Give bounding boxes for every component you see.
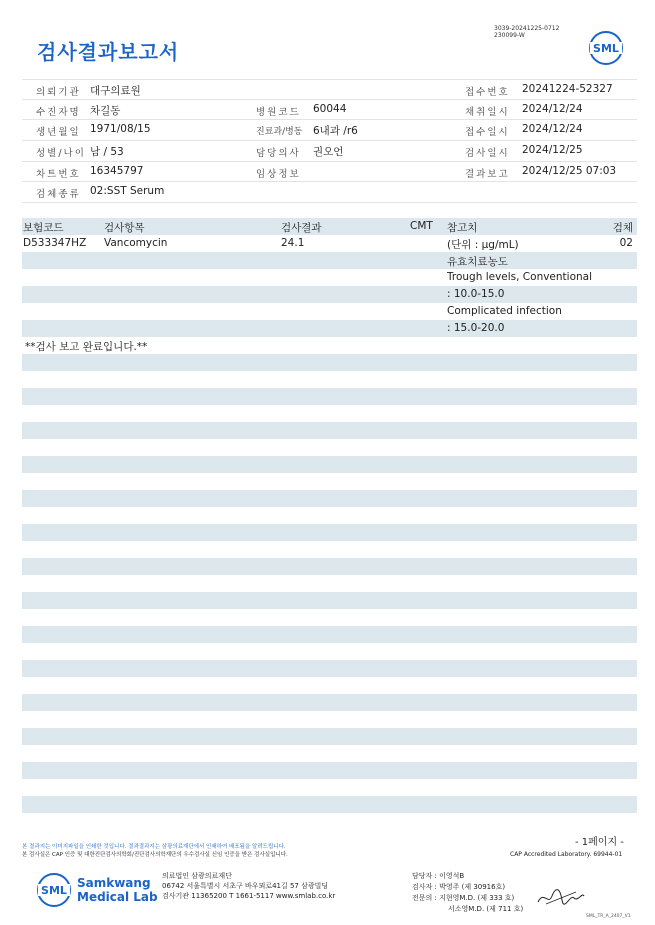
table-row: Complicated infection [447, 305, 562, 317]
doc-id: 3039-20241225-0712 230099-W [494, 25, 560, 39]
empty-row [22, 626, 637, 643]
results-table [22, 218, 637, 354]
info-row: 차트번호 16345797 임상정보 결과보고 2024/12/25 07:03 [22, 162, 637, 183]
receipt-number: 20241224-52327 [522, 83, 613, 95]
patient-info [22, 79, 637, 203]
patient-name: 차길동 [90, 104, 121, 117]
empty-row [22, 558, 637, 575]
specimen-code: 02 [619, 237, 633, 249]
empty-row [22, 694, 637, 711]
notice: 본 결과지는 이미지파일을 인쇄한 것입니다. 결과결과지는 삼광의료재단에서 인쇄하여 배포됨을 알려드립니다. [22, 844, 286, 850]
empty-row [22, 354, 637, 371]
reported-date: 2024/12/25 07:03 [522, 164, 617, 177]
info-row: 수진자명 차길동 병원코드 60044 채취일시 2024/12/24 [22, 100, 637, 121]
tested-date: 2024/12/25 [522, 144, 583, 157]
sml-logo-icon [588, 30, 624, 66]
ref-unit: (단위 : μg/mL) [447, 239, 519, 251]
end-note: **검사 보고 완료입니다.** [25, 341, 148, 353]
empty-row [22, 422, 637, 439]
table-header: 보험코드 검사항목 검사결과 CMT 참고치 검체 [22, 218, 637, 235]
page-number: - 1페이지 - [575, 837, 624, 848]
company-address: 의료법인 삼광의료재단 06742 서울특별시 서초구 바우뫼로41길 57 삼광빌딩 검사기관 11365200 T 1661-5117 www.smlab.co.kr [162, 872, 336, 900]
notice: 본 검사실은 CAP 인증 및 대한진단검사의학회/진단검사의학재단의 우수검사실 신임 인증을 받은 검사실입니다. [22, 852, 288, 858]
doctor: 권오언 [313, 146, 344, 159]
empty-row [22, 762, 637, 779]
staff-list: 담당자 : 이영석B 검사자 : 박영주 (제 30916호) 전문의 : 지현영M.D. (제 333 호) 서소영M.D. (제 711 호) [412, 872, 524, 913]
company-name: Samkwang Medical Lab [77, 876, 158, 904]
collected-date: 2024/12/24 [522, 102, 583, 115]
cap-accreditation: CAP Accredited Laboratory. 69944-01 [510, 851, 623, 858]
table-row: : 15.0-20.0 [22, 320, 637, 337]
sex-age: 남 / 53 [90, 146, 124, 159]
empty-rows [22, 354, 637, 830]
institution: 대구의료원 [90, 85, 141, 97]
test-item: Vancomycin [104, 237, 168, 249]
empty-row [22, 388, 637, 405]
empty-row [22, 490, 637, 507]
table-row [22, 235, 637, 252]
birth-date: 1971/08/15 [90, 123, 151, 136]
empty-row [22, 524, 637, 541]
empty-row [22, 592, 637, 609]
department: 6내과 /r6 [313, 125, 358, 138]
report-title: 검사결과보고서 [37, 40, 180, 64]
svg-text:SML: SML [41, 884, 67, 897]
svg-text:SML: SML [593, 42, 619, 55]
hospital-code: 60044 [313, 102, 347, 115]
info-row: 검체종류 02:SST Serum [22, 182, 637, 203]
table-row: : 10.0-15.0 [22, 286, 637, 303]
table-row: Trough levels, Conventional [447, 271, 593, 283]
info-row: 생년월일 1971/08/15 진료과/병동 6내과 /r6 접수일시 2024/12/24 [22, 120, 637, 141]
sml-logo-icon [36, 872, 72, 908]
table-row: 유효치료농도 [22, 252, 637, 269]
empty-row [22, 728, 637, 745]
table-row [22, 337, 637, 354]
insurance-code: D533347HZ [23, 237, 87, 249]
empty-row [22, 456, 637, 473]
test-result: 24.1 [281, 237, 305, 249]
received-date: 2024/12/24 [522, 123, 583, 136]
empty-row [22, 796, 637, 813]
empty-row [22, 660, 637, 677]
signature-image [536, 884, 586, 910]
info-row: 성별/나이 남 / 53 담당의사 권오언 검사일시 2024/12/25 [22, 141, 637, 162]
form-code: SML_TR_A_2407_V1 [586, 914, 631, 919]
specimen-type: 02:SST Serum [90, 185, 165, 198]
info-row: 의뢰기관 대구의료원 접수번호 20241224-52327 [22, 79, 637, 100]
chart-number: 16345797 [90, 164, 144, 177]
